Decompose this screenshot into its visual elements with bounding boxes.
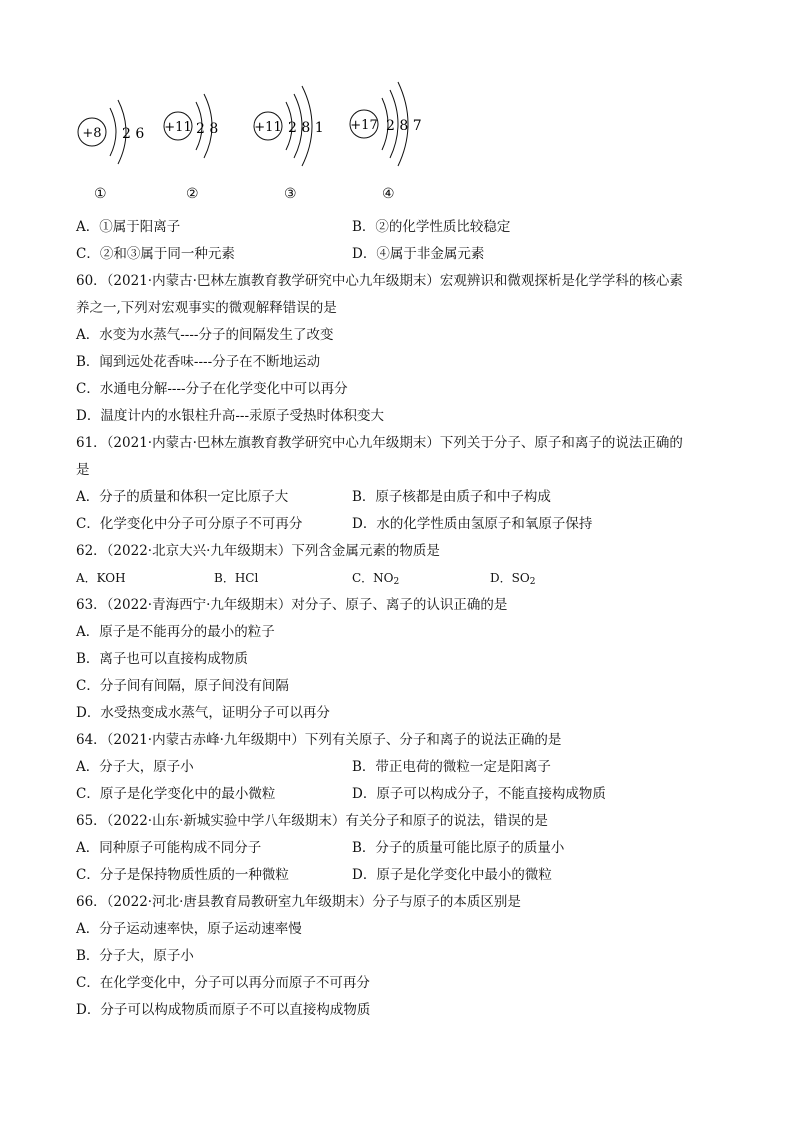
q61-option-a: A．分子的质量和体积一定比原子大 <box>76 489 289 505</box>
q65-stem: 65．（2022·山东·新城实验中学八年级期末）有关分子和原子的说法，错误的是 <box>76 813 548 829</box>
q60-option-c: C．水通电分解----分子在化学变化中可以再分 <box>76 381 348 397</box>
q62-option-c-subscript: 2 <box>393 577 400 587</box>
q62-option-c-text: C．NO <box>352 571 394 585</box>
q64-option-b: B．带正电荷的微粒一定是阳离子 <box>352 759 551 775</box>
q66-option-d: D．分子可以构成物质而原子不可以直接构成物质 <box>76 1002 371 1018</box>
q64-stem: 64．（2021·内蒙古赤峰·九年级期中）下列有关原子、分子和离子的说法正确的是 <box>76 732 562 748</box>
q60-option-a: A．水变为水蒸气----分子的间隔发生了改变 <box>76 327 334 343</box>
q61-option-d: D．水的化学性质由氢原子和氧原子保持 <box>352 516 593 532</box>
q64-option-a: A．分子大，原子小 <box>76 759 194 775</box>
q61-option-c: C．化学变化中分子可分原子不可再分 <box>76 516 303 532</box>
atom-2-nucleus: +11 <box>164 120 192 135</box>
q63-option-a: A．原子是不能再分的最小的粒子 <box>76 624 275 640</box>
q65-option-c: C．分子是保持物质性质的一种微粒 <box>76 867 289 883</box>
atom-1-nucleus: +8 <box>82 126 102 141</box>
q63-option-b: B．离子也可以直接构成物质 <box>76 651 248 667</box>
atom-marker-3: ③ <box>284 186 297 202</box>
q65-option-b: B．分子的质量可能比原子的质量小 <box>352 840 565 856</box>
atom-marker-2: ② <box>186 186 199 202</box>
q66-option-a: A．分子运动速率快，原子运动速率慢 <box>76 921 302 937</box>
q62-option-d-text: D．SO <box>490 571 530 585</box>
q60-stem-line-2: 养之一,下列对宏观事实的微观解释错误的是 <box>76 300 337 316</box>
atom-diagram-2 <box>164 94 218 158</box>
q59-option-a: A．①属于阳离子 <box>76 219 181 235</box>
q61-stem-line-1: 61．（2021·内蒙古·巴林左旗教育教学研究中心九年级期末）下列关于分子、原子和离子的说法正确的 <box>76 435 683 451</box>
q66-option-b: B．分子大，原子小 <box>76 948 194 964</box>
q62-option-d-subscript: 2 <box>529 577 536 587</box>
q62-stem: 62．（2022·北京大兴·九年级期末）下列含金属元素的物质是 <box>76 543 440 559</box>
q64-option-d: D．原子可以构成分子，不能直接构成物质 <box>352 786 606 802</box>
q61-option-b: B．原子核都是由质子和中子构成 <box>352 489 551 505</box>
atom-structure-diagrams <box>70 72 450 172</box>
q63-option-d: D．水受热变成水蒸气，证明分子可以再分 <box>76 705 330 721</box>
q65-option-a: A．同种原子可能构成不同分子 <box>76 840 262 856</box>
atom-diagram-4 <box>350 82 422 166</box>
q66-stem: 66．（2022·河北·唐县教育局教研室九年级期末）分子与原子的本质区别是 <box>76 894 521 910</box>
q62-option-a: A．KOH <box>76 571 126 585</box>
q64-option-c: C．原子是化学变化中的最小微粒 <box>76 786 276 802</box>
q60-option-d: D．温度计内的水银柱升高---汞原子受热时体积变大 <box>76 408 385 424</box>
q62-option-b: B．HCl <box>214 571 259 585</box>
q61-stem-line-2: 是 <box>76 462 90 478</box>
atom-4-shells: 2 8 7 <box>386 118 422 134</box>
q60-option-b: B．闻到远处花香味----分子在不断地运动 <box>76 354 321 370</box>
atom-diagram-3 <box>254 86 324 166</box>
q59-option-b: B．②的化学性质比较稳定 <box>352 219 511 235</box>
q59-option-c: C．②和③属于同一种元素 <box>76 246 235 262</box>
atom-1-shells: 2 6 <box>122 126 145 142</box>
q66-option-c: C．在化学变化中，分子可以再分而原子不可再分 <box>76 975 370 991</box>
atom-diagram-1 <box>78 100 144 164</box>
atom-4-nucleus: +17 <box>350 118 378 133</box>
q59-option-d: D．④属于非金属元素 <box>352 246 485 262</box>
atom-marker-4: ④ <box>382 186 395 202</box>
atom-2-shells: 2 8 <box>196 121 219 137</box>
q63-option-c: C．分子间有间隔，原子间没有间隔 <box>76 678 289 694</box>
q65-option-d: D．原子是化学变化中最小的微粒 <box>352 867 552 883</box>
q62-option-d <box>490 569 535 591</box>
atom-3-shells: 2 8 1 <box>288 120 324 136</box>
atom-3-nucleus: +11 <box>254 120 282 135</box>
atom-marker-1: ① <box>94 186 107 202</box>
q60-stem-line-1: 60．（2021·内蒙古·巴林左旗教育教学研究中心九年级期末）宏观辨识和微观探析是化学学科的核心素 <box>76 273 683 289</box>
q63-stem: 63．（2022·青海西宁·九年级期末）对分子、原子、离子的认识正确的是 <box>76 597 508 613</box>
q62-option-c <box>352 569 399 591</box>
